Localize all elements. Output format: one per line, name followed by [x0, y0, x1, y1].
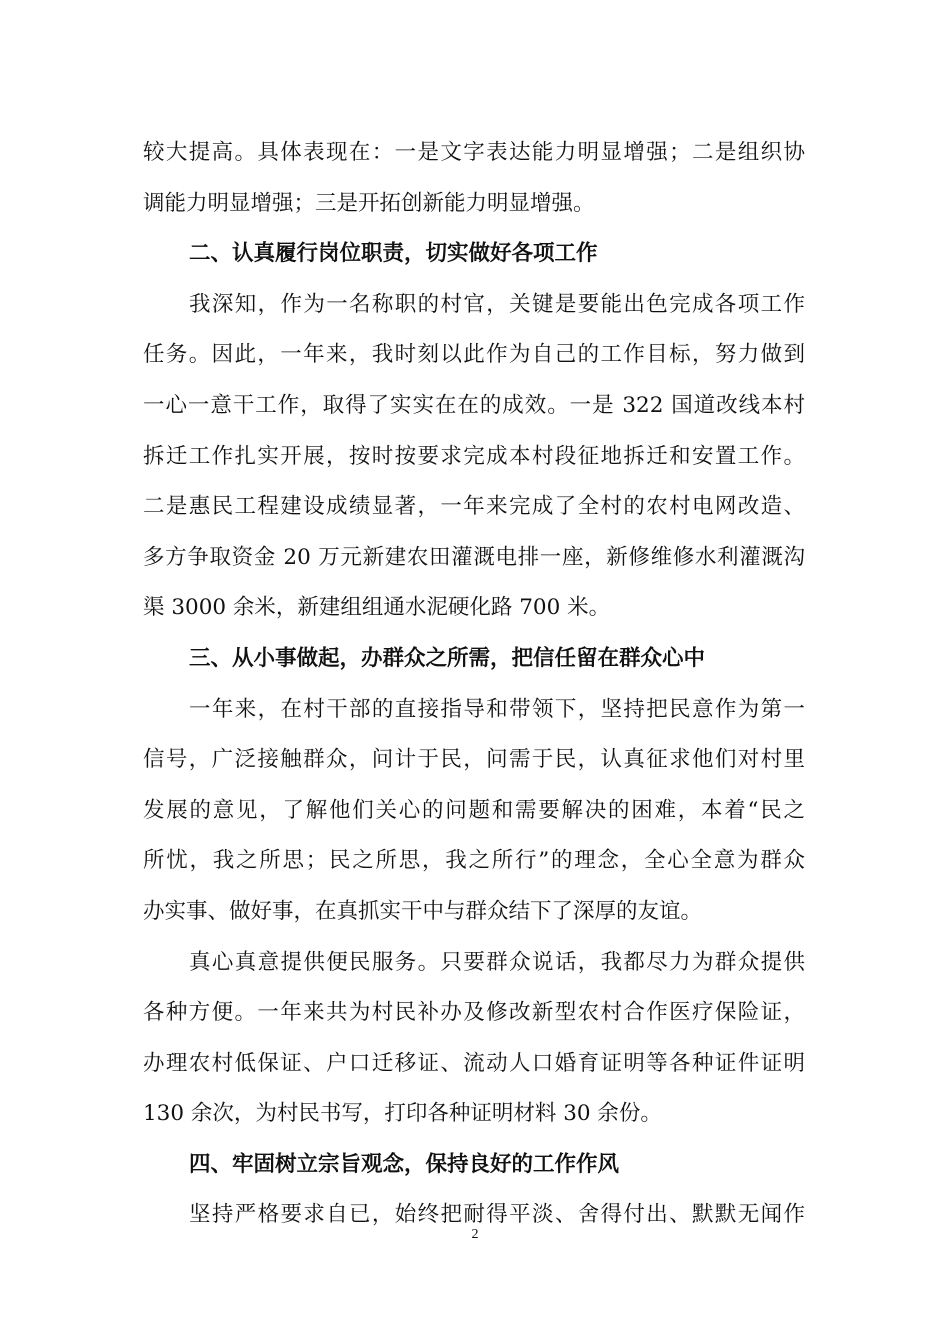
- section-heading: 三、从小事做起，办群众之所需，把信任留在群众心中: [189, 645, 706, 671]
- section-heading: 四、牢固树立宗旨观念，保持良好的工作作风: [189, 1151, 620, 1177]
- paragraph-line: 130 余次，为村民书写，打印各种证明材料 30 余份。: [143, 1101, 662, 1127]
- paragraph-line: 一年来，在村干部的直接指导和带领下，坚持把民意作为第一: [189, 696, 805, 722]
- page-number: 2: [471, 1227, 479, 1242]
- paragraph-line: 拆迁工作扎实开展，按时按要求完成本村段征地拆迁和安置工作。: [143, 443, 805, 469]
- paragraph-line: 信号，广泛接触群众，问计于民，问需于民，认真征求他们对村里: [143, 747, 805, 773]
- paragraph-line: 所忧，我之所思；民之所思，我之所行”的理念，全心全意为群众: [143, 848, 805, 874]
- paragraph-line: 多方争取资金 20 万元新建农田灌溉电排一座，新修维修水利灌溉沟: [143, 544, 805, 570]
- paragraph-line: 发展的意见，了解他们关心的问题和需要解决的困难，本着“民之: [143, 797, 805, 823]
- paragraph-line: 办理农村低保证、户口迁移证、流动人口婚育证明等各种证件证明: [143, 1050, 805, 1076]
- paragraph-line: 调能力明显增强；三是开拓创新能力明显增强。: [143, 190, 595, 216]
- paragraph-line: 办实事、做好事，在真抓实干中与群众结下了深厚的友谊。: [143, 898, 703, 924]
- paragraph-line: 较大提高。具体表现在：一是文字表达能力明显增强；二是组织协: [143, 140, 805, 165]
- paragraph-line: 一心一意干工作，取得了实实在在的成效。一是 322 国道改线本村: [143, 392, 805, 418]
- document-body: [143, 128, 805, 1241]
- paragraph-line: 我深知，作为一名称职的村官，关键是要能出色完成各项工作: [189, 291, 805, 317]
- paragraph-line: 各种方便。一年来共为村民补办及修改新型农村合作医疗保险证，: [143, 1000, 805, 1026]
- section-heading: 二、认真履行岗位职责，切实做好各项工作: [189, 241, 598, 267]
- paragraph-line: 真心真意提供便民服务。只要群众说话，我都尽力为群众提供: [189, 949, 805, 975]
- paragraph-line: 坚持严格要求自已，始终把耐得平淡、舍得付出、默默无闻作: [189, 1202, 805, 1228]
- paragraph-line: 渠 3000 余米，新建组组通水泥硬化路 700 米。: [143, 595, 611, 621]
- paragraph-line: 二是惠民工程建设成绩显著，一年来完成了全村的农村电网改造、: [143, 494, 805, 520]
- paragraph-line: 任务。因此，一年来，我时刻以此作为自己的工作目标，努力做到: [143, 342, 805, 368]
